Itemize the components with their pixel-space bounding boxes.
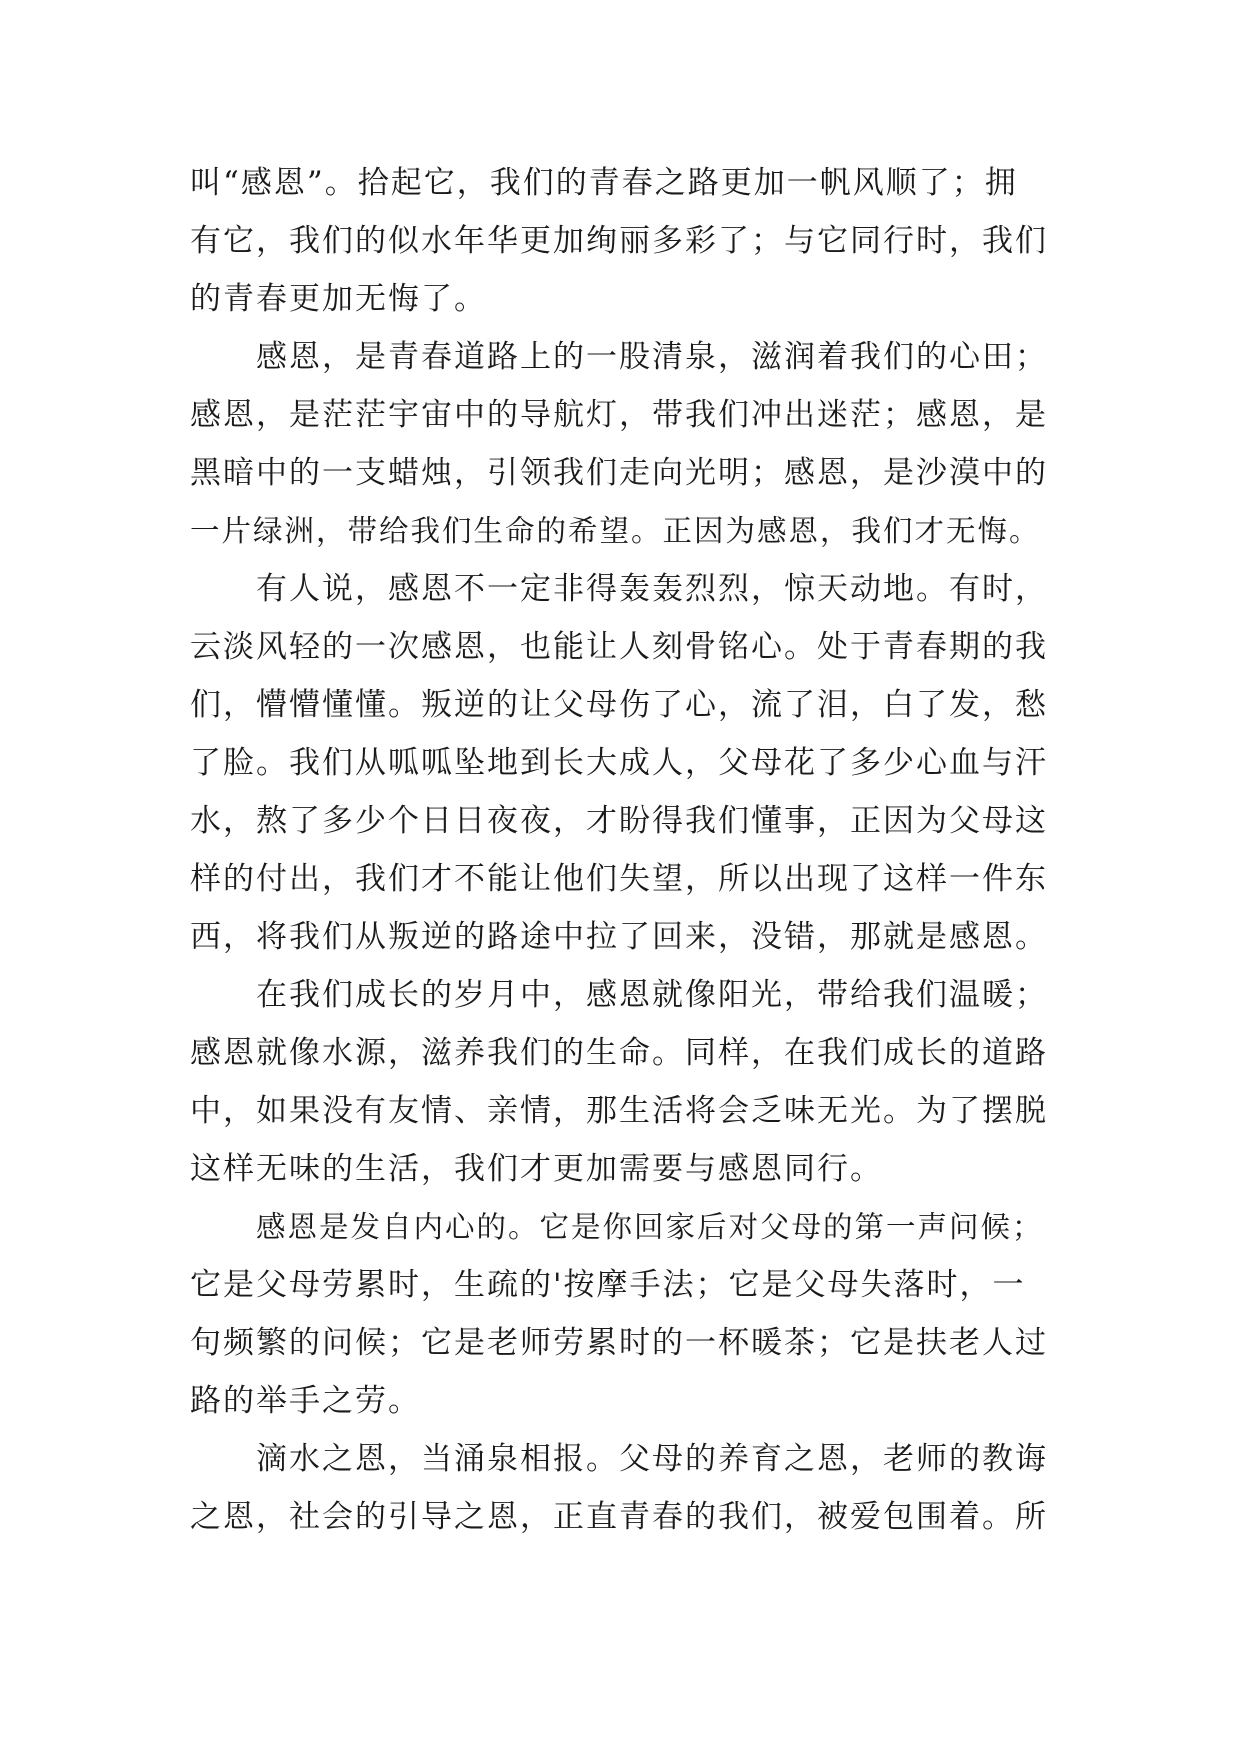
text-line: 了脸。我们从呱呱坠地到长大成人，父母花了多少心血与汗 [190, 745, 1048, 781]
text-line: 叫“感恩”。拾起它，我们的青春之路更加一帆风顺了；拥 [190, 165, 1018, 201]
text-line: 一片绿洲，带给我们生命的希望。正因为感恩，我们才无悔。 [190, 514, 1041, 548]
text-line: 路的举手之劳。 [190, 1383, 421, 1419]
text-line: 感恩，是青春道路上的一股清泉，滋润着我们的心田； [256, 339, 1048, 375]
text-line: 水，熬了多少个日日夜夜，才盼得我们懂事，正因为父母这 [190, 803, 1048, 839]
text-line: 有人说，感恩不一定非得轰轰烈烈，惊天动地。有时， [256, 571, 1048, 607]
text-line: 感恩是发自内心的。它是你回家后对父母的第一声问候； [256, 1210, 1044, 1244]
text-line: 它是父母劳累时，生疏的'按摩手法；它是父母失落时，一 [190, 1267, 1026, 1303]
text-line: 的青春更加无悔了。 [190, 281, 487, 317]
text-line: 感恩，是茫茫宇宙中的导航灯，带我们冲出迷茫；感恩，是 [190, 397, 1048, 433]
text-line: 云淡风轻的一次感恩，也能让人刻骨铭心。处于青春期的我 [190, 629, 1048, 665]
text-line: 西，将我们从叛逆的路途中拉了回来，没错，那就是感恩。 [190, 919, 1048, 955]
text-line: 样的付出，我们才不能让他们失望，所以出现了这样一件东 [190, 861, 1048, 897]
text-line: 有它，我们的似水年华更加绚丽多彩了；与它同行时，我们 [190, 223, 1048, 259]
body-text [190, 154, 1052, 1546]
text-line: 们，懵懵懂懂。叛逆的让父母伤了心，流了泪，白了发，愁 [190, 687, 1048, 723]
text-line: 之恩，社会的引导之恩，正直青春的我们，被爱包围着。所 [190, 1499, 1048, 1535]
text-line: 感恩就像水源，滋养我们的生命。同样，在我们成长的道路 [190, 1035, 1048, 1071]
text-line: 在我们成长的岁月中，感恩就像阳光，带给我们温暖； [256, 977, 1048, 1013]
text-line: 中，如果没有友情、亲情，那生活将会乏味无光。为了摆脱 [190, 1093, 1048, 1129]
text-line: 这样无味的生活，我们才更加需要与感恩同行。 [190, 1151, 883, 1187]
text-line: 滴水之恩，当涌泉相报。父母的养育之恩，老师的教诲 [256, 1441, 1048, 1477]
text-line: 句频繁的问候；它是老师劳累时的一杯暖茶；它是扶老人过 [190, 1325, 1048, 1361]
text-line: 黑暗中的一支蜡烛，引领我们走向光明；感恩，是沙漠中的 [190, 455, 1048, 491]
